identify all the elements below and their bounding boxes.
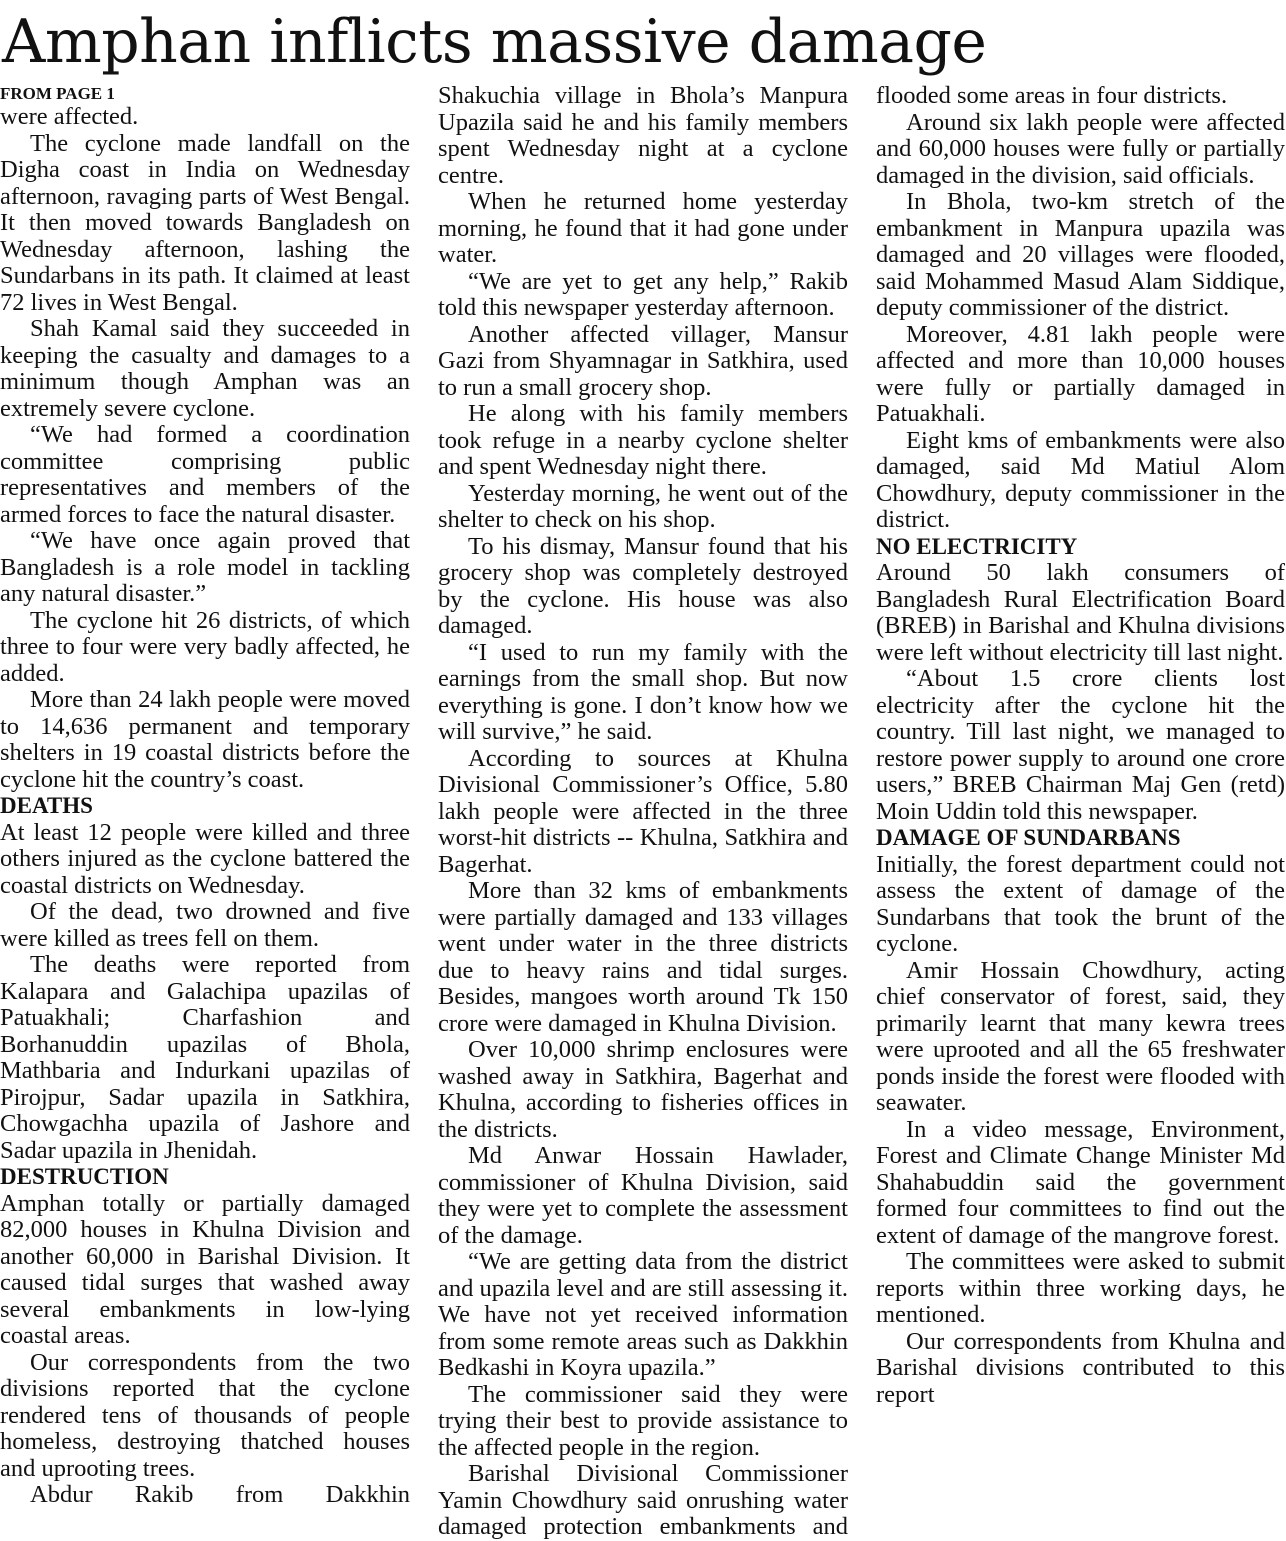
paragraph: Md Anwar Hossain Hawlader, commissioner of Khulna Division, said they were yet to complete the assessment of the damage. — [438, 1142, 848, 1249]
subhead-deaths: DEATHS — [0, 793, 93, 818]
paragraph: When he returned home yesterday morning, he found that it had gone under water. — [438, 188, 848, 268]
paragraph: Amir Hossain Chowdhury, acting chief conservator of forest, said, they primarily learnt that many kewra trees were uprooted and all the 65 freshwater ponds inside the forest were flooded with seawater. — [876, 956, 1285, 1116]
article-column-1 — [0, 83, 410, 1509]
jump-label: FROM PAGE 1 — [0, 84, 115, 103]
paragraph: In Bhola, two-km stretch of the embankment in Manpura upazila was damaged and 20 villages were flooded, said Mohammed Masud Alam Siddique, deputy commissioner of the district. — [876, 188, 1285, 321]
paragraph: Another affected villager, Mansur Gazi from Shyamnagar in Satkhira, used to run a small grocery shop. — [438, 320, 848, 401]
paragraph: The committees were asked to submit reports within three working days, he mentioned. — [876, 1248, 1285, 1328]
paragraph: Shah Kamal said they succeeded in keeping the casualty and damages to a minimum though Amphan was an extremely severe cyclone. — [0, 315, 410, 422]
article-column-2 — [438, 83, 848, 1541]
headline: Amphan inflicts massive damage — [2, 7, 987, 77]
paragraph: The cyclone hit 26 districts, of which three to four were very badly affected, he added. — [0, 606, 410, 687]
paragraph: Around 50 lakh consumers of Bangladesh Rural Electrification Board (BREB) in Barishal and Khulna divisions were left without electricity till last night. — [876, 559, 1285, 666]
paragraph: Over 10,000 shrimp enclosures were washed away in Satkhira, Bagerhat and Khulna, according to fisheries offices in the districts. — [438, 1036, 848, 1143]
paragraph: were affected. — [0, 103, 139, 130]
subhead-damage-of-sundarbans: DAMAGE OF SUNDARBANS — [876, 825, 1181, 850]
subhead-no-electricity: NO ELECTRICITY — [876, 533, 1078, 559]
paragraph: Eight kms of embankments were also damaged, said Md Matiul Alom Chowdhury, deputy commissioner in the district. — [876, 426, 1285, 533]
paragraph: The deaths were reported from Kalapara and Galachipa upazilas of Patuakhali; Charfashion and Borhanuddin upazilas of Bhola, Mathbaria and Indurkani upazilas of Pirojpur, Sadar upazila in Satkhira, Chowgachha upazila of Jashore and Sadar upazila in Jhenidah. — [0, 951, 410, 1164]
paragraph: “I used to run my family with the earnings from the small shop. But now everything is gone. I don’t know how we will survive,” he said. — [438, 638, 848, 745]
paragraph: Shakuchia village in Bhola’s Manpura Upazila said he and his family members spent Wednesday night at a cyclone centre. — [438, 82, 848, 189]
paragraph: “We are getting data from the district and upazila level and are still assessing it. We have not yet received information from some remote areas such as Dakkhin Bedkashi in Koyra upazila.” — [438, 1248, 848, 1381]
paragraph: At least 12 people were killed and three others injured as the cyclone battered the coastal districts on Wednesday. — [0, 818, 410, 899]
paragraph: Amphan totally or partially damaged 82,000 houses in Khulna Division and another 60,000 in Barishal Division. It caused tidal surges that washed away several embankments in low-lying coastal areas. — [0, 1189, 410, 1349]
paragraph: Initially, the forest department could not assess the extent of damage of the Sundarbans that took the brunt of the cyclone. — [876, 850, 1285, 957]
paragraph: The cyclone made landfall on the Digha coast in India on Wednesday afternoon, ravaging parts of West Bengal. It then moved towards Bangladesh on Wednesday afternoon, lashing the Sundarbans in its path. It claimed at least 72 lives in West Bengal. — [0, 129, 410, 316]
paragraph: Our correspondents from Khulna and Barishal divisions contributed to this report — [876, 1327, 1285, 1408]
paragraph: “We have once again proved that Bangladesh is a role model in tackling any natural disaster.” — [0, 527, 410, 607]
paragraph: More than 24 lakh people were moved to 14,636 permanent and temporary shelters in 19 coastal districts before the cyclone hit the country’s coast. — [0, 686, 410, 793]
paragraph: Yesterday morning, he went out of the shelter to check on his shop. — [438, 479, 848, 533]
paragraph: More than 32 kms of embankments were partially damaged and 133 villages went under water in the three districts due to heavy rains and tidal surges. Besides, mangoes worth around Tk 150 crore were damaged in Khulna Division. — [438, 877, 848, 1037]
paragraph: Our correspondents from the two divisions reported that the cyclone rendered tens of thousands of people homeless, destroying thatched houses and uprooting trees. — [0, 1348, 410, 1482]
paragraph: Moreover, 4.81 lakh people were affected and more than 10,000 houses were fully or partially damaged in Patuakhali. — [876, 320, 1285, 427]
paragraph: Abdur Rakib from Dakkhin — [30, 1481, 410, 1508]
paragraph: According to sources at Khulna Divisional Commissioner’s Office, 5.80 lakh people were affected in the three worst-hit districts -- Khulna, Satkhira and Bagerhat. — [438, 744, 848, 878]
paragraph: To his dismay, Mansur found that his grocery shop was completely destroyed by the cyclone. His house was also damaged. — [438, 532, 848, 639]
paragraph: “We are yet to get any help,” Rakib told this newspaper yesterday afternoon. — [438, 267, 848, 321]
paragraph: flooded some areas in four districts. — [876, 82, 1228, 109]
paragraph: Barishal Divisional Commissioner Yamin Chowdhury said onrushing water damaged protection embankments and — [438, 1460, 848, 1540]
paragraph: He along with his family members took refuge in a nearby cyclone shelter and spent Wednesday night there. — [438, 400, 848, 480]
paragraph: “We had formed a coordination committee comprising public representatives and members of the armed forces to face the natural disaster. — [0, 421, 410, 528]
paragraph: In a video message, Environment, Forest and Climate Change Minister Md Shahabuddin said the government formed four committees to find out the extent of damage of the mangrove forest. — [876, 1115, 1285, 1249]
article-column-3 — [876, 83, 1285, 1408]
paragraph: “About 1.5 crore clients lost electricity after the cyclone hit the country. Till last night, we managed to restore power supply to around one crore users,” BREB Chairman Maj Gen (retd) Moin Uddin told this newspaper. — [876, 665, 1285, 825]
paragraph: Around six lakh people were affected and 60,000 houses were fully or partially damaged in the division, said officials. — [876, 108, 1285, 189]
subhead-destruction: DESTRUCTION — [0, 1164, 169, 1189]
paragraph: The commissioner said they were trying their best to provide assistance to the affected people in the region. — [438, 1380, 848, 1461]
paragraph: Of the dead, two drowned and five were killed as trees fell on them. — [0, 898, 410, 952]
